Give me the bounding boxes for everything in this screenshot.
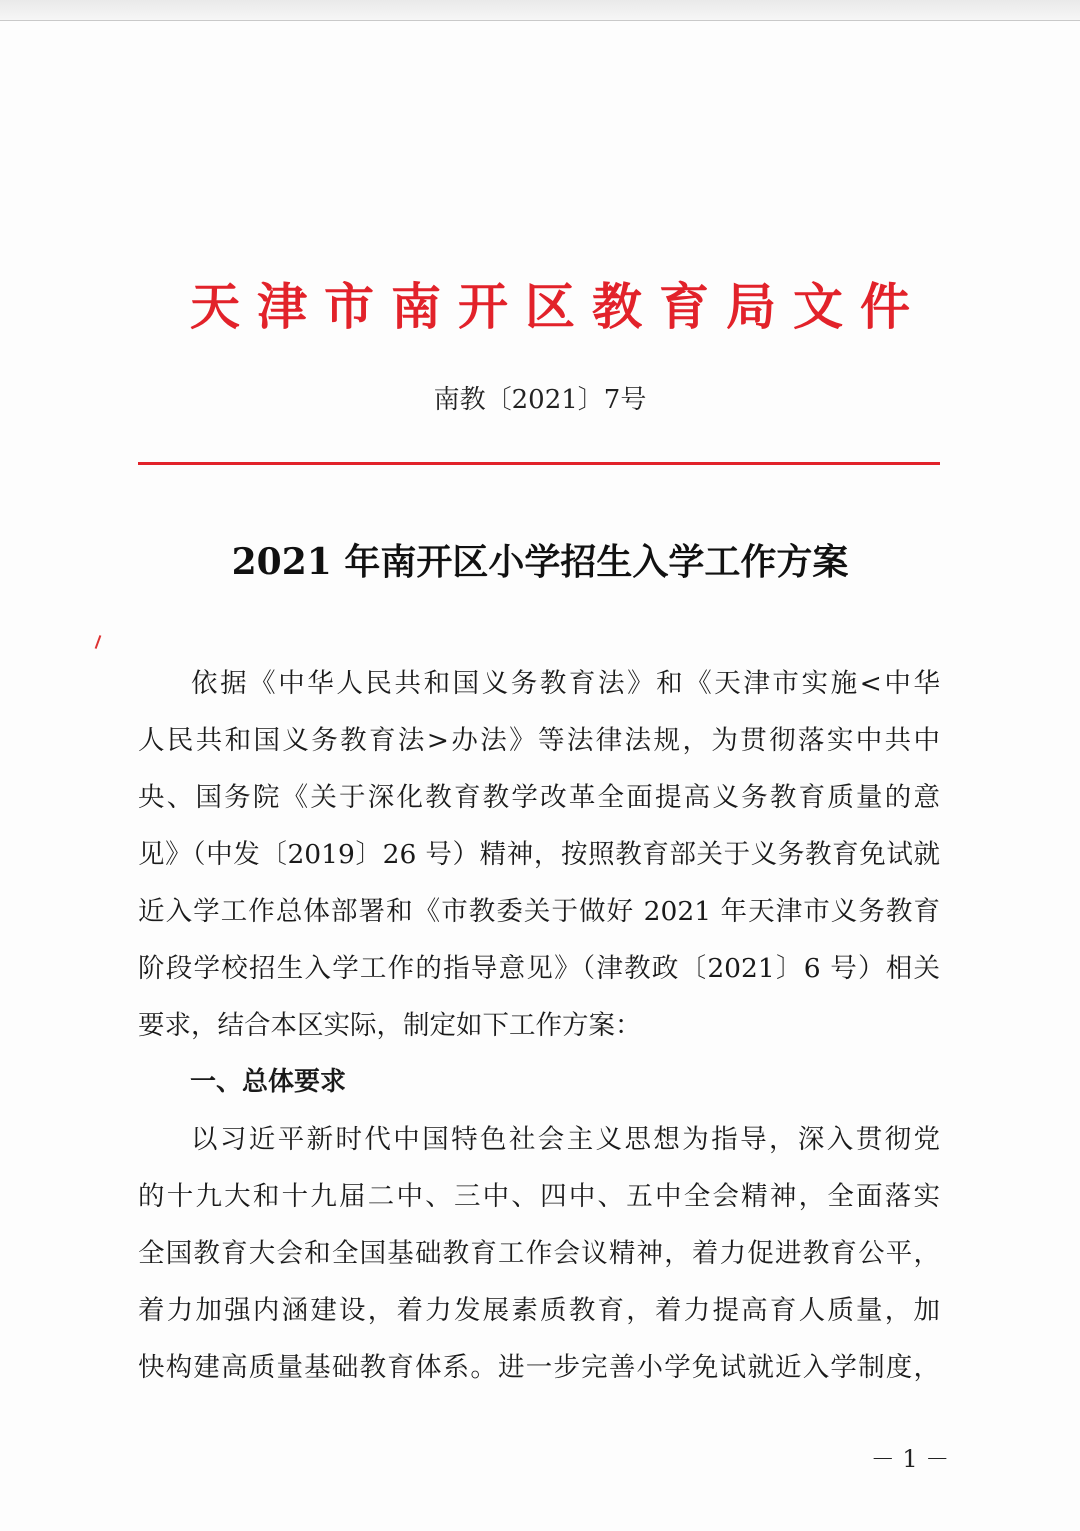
issuer-header: 天津市南开区教育局文件 [190,277,927,336]
body-line: 的十九大和十九届二中、三中、四中、五中全会精神，全面落实 [138,1181,940,1212]
body-line: 阶段学校招生入学工作的指导意见》（津教政〔2021〕6 号）相关 [138,953,940,984]
body-line: 快构建高质量基础教育体系。进一步完善小学免试就近入学制度， [138,1352,940,1383]
body-line: 要求，结合本区实际，制定如下工作方案： [138,1010,642,1041]
body-line: 全国教育大会和全国基础教育工作会议精神，着力促进教育公平， [138,1238,940,1269]
red-divider [138,462,940,465]
body-line: 近入学工作总体部署和《市教委关于做好 2021 年天津市义务教育 [138,896,940,927]
scan-edge [0,0,1080,21]
body-line: 人民共和国义务教育法>办法》等法律法规，为贯彻落实中共中 [138,725,940,756]
document-body [138,655,940,1396]
page-number: － 1 － [870,1445,950,1473]
body-line: 以习近平新时代中国特色社会主义思想为指导，深入贯彻党 [191,1124,940,1155]
body-line: 着力加强内涵建设，着力发展素质教育，着力提高育人质量，加 [138,1295,940,1326]
body-line: 央、国务院《关于深化教育教学改革全面提高义务教育质量的意 [138,782,940,813]
scan-mark [95,635,102,649]
body-line: 依据《中华人民共和国义务教育法》和《天津市实施<中华 [191,668,940,699]
document-title: 2021 年南开区小学招生入学工作方案 [231,541,849,583]
section-heading: 一、总体要求 [190,1067,347,1097]
document-number: 南教〔2021〕7号 [433,385,647,415]
body-line: 见》（中发〔2019〕26 号）精神，按照教育部关于义务教育免试就 [138,839,940,870]
